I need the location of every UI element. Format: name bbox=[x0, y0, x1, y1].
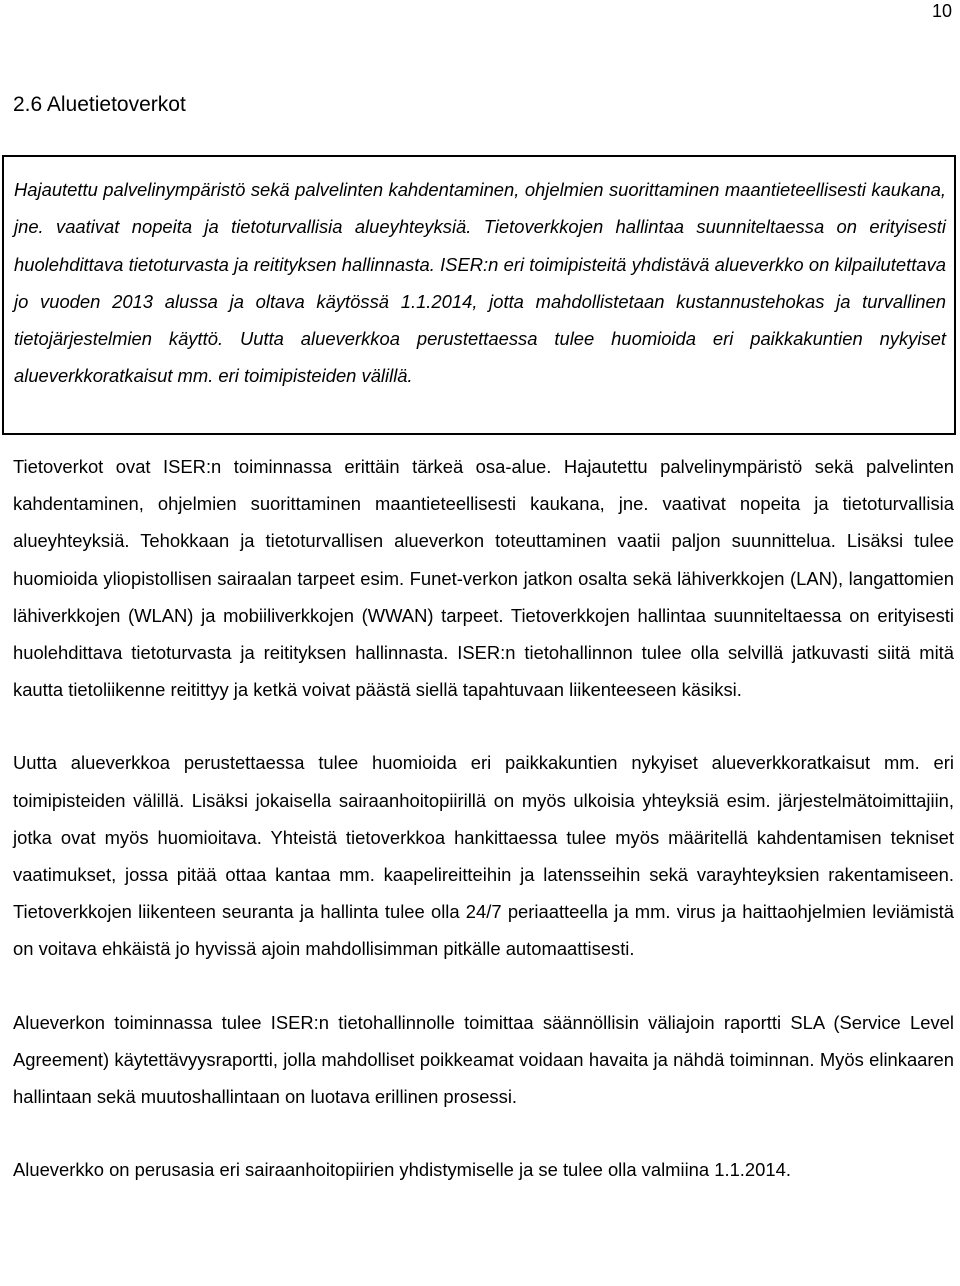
section-heading: 2.6 Aluetietoverkot bbox=[13, 93, 186, 116]
paragraph-new-network: Uutta alueverkkoa perustettaessa tulee huomioida eri paikkakuntien nykyiset alueverkkoratkaisut mm. eri toimipisteiden välillä. Lisäksi jokaisella sairaanhoitopiirillä on myös ulkoisia yhteyksiä esim. järjestelmätoimittajiin, jotka ovat myös huomioitava. Yhteistä tietoverkkoa hankittaessa tulee myös määritellä kahdentamisen tekniset vaatimukset, jossa pitää ottaa kantaa mm. kaapelireitteihin ja latensseihin sekä varayhteyksien rakentamiseen. Tietoverkkojen liikenteen seuranta ja hallinta tulee olla 24/7 periaatteella ja mm. virus ja haittaohjelmien leviämistä on voitava ehkäistä jo hyvissä ajoin mahdollisimman pitkälle automaattisesti. bbox=[13, 752, 954, 960]
body-content bbox=[13, 448, 954, 1188]
paragraph-sla-reporting: Alueverkon toiminnassa tulee ISER:n tietohallinnolle toimittaa säännöllisin väliajoin raportti SLA (Service Level Agreement) käytettävyysraportti, jolla mahdolliset poikkeamat voidaan havaita ja nähdä toiminnan. Myös elinkaaren hallintaan sekä muutoshallintaan on luotava erillinen prosessi. bbox=[13, 1011, 954, 1108]
summary-text: Hajautettu palvelinympäristö sekä palvelinten kahdentaminen, ohjelmien suorittaminen maantieteellisesti kaukana, jne. vaativat nopeita ja tietoturvallisia alueyhteyksiä. Tietoverkkojen hallintaa suunniteltaessa on erityisesti huolehdittava tietoturvasta ja reitityksen hallinnasta. ISER:n eri toimipisteitä yhdistävä alueverkko on kilpailutettava jo vuoden 2013 alussa ja oltava käytössä 1.1.2014, jotta mahdollistetaan kustannustehokas ja turvallinen tietojärjestelmien käyttö. Uutta alueverkkoa perustettaessa tulee huomioida eri paikkakuntien nykyiset alueverkkoratkaisut mm. eri toimipisteiden välillä. bbox=[14, 179, 946, 387]
paragraph-conclusion: Alueverkko on perusasia eri sairaanhoitopiirien yhdistymiselle ja se tulee olla valmiina 1.1.2014. bbox=[13, 1159, 791, 1181]
page-number: 10 bbox=[931, 1, 952, 21]
paragraph-networks-importance: Tietoverkot ovat ISER:n toiminnassa erittäin tärkeä osa-alue. Hajautettu palvelinympäristö sekä palvelinten kahdentaminen, ohjelmien suorittaminen maantieteellisesti kaukana, jne. vaativat nopeita ja tietoturvallisia alueyhteyksiä. Tehokkaan ja tietoturvallisen alueverkon toteuttaminen vaatii paljon suunnittelua. Lisäksi tulee huomioida yliopistollisen sairaalan tarpeet esim. Funet-verkon jatkon osalta sekä lähiverkkojen (LAN), langattomien lähiverkkojen (WLAN) ja mobiiliverkkojen (WWAN) tarpeet. Tietoverkkojen hallintaa suunniteltaessa on erityisesti huolehdittava tietoturvasta ja reitityksen hallinnasta. ISER:n tietohallinnon tulee olla selvillä jatkuvasti siitä mitä kautta tietoliikenne reitittyy ja ketkä voivat päästä siellä tapahtuvaan liikenteeseen käsiksi. bbox=[13, 456, 954, 701]
summary-box bbox=[2, 155, 956, 435]
